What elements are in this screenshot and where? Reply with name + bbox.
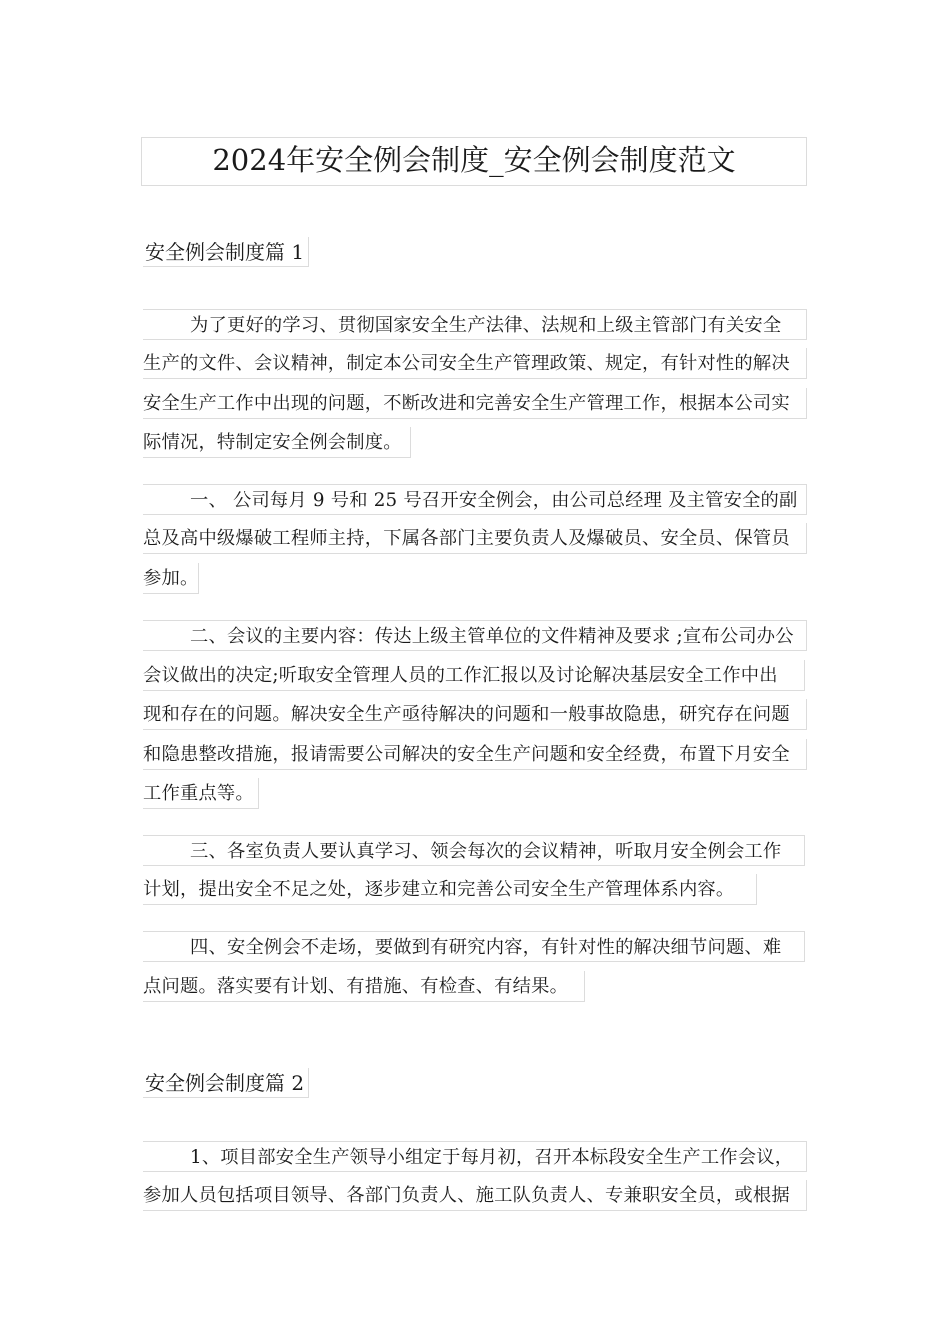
paragraph-line: 四、安全例会不走场，要做到有研究内容，有针对性的解决细节问题、难 xyxy=(143,931,805,962)
paragraph-line: 际情况，特制定安全例会制度。 xyxy=(143,427,411,458)
document-title: 2024年安全例会制度_安全例会制度范文 xyxy=(141,137,807,186)
section-heading-2: 安全例会制度篇 2 xyxy=(143,1068,309,1098)
paragraph-line: 工作重点等。 xyxy=(143,778,259,809)
paragraph-line: 安全生产工作中出现的问题，不断改进和完善安全生产管理工作，根据本公司实 xyxy=(143,388,807,419)
paragraph-line: 总及高中级爆破工程师主持，下属各部门主要负责人及爆破员、安全员、保管员 xyxy=(143,523,807,554)
paragraph-line: 为了更好的学习、贯彻国家安全生产法律、法规和上级主管部门有关安全 xyxy=(143,309,807,340)
paragraph-line: 点问题。落实要有计划、有措施、有检查、有结果。 xyxy=(143,971,585,1002)
paragraph-line: 现和存在的问题。解决安全生产亟待解决的问题和一般事故隐患，研究存在问题 xyxy=(143,699,807,730)
paragraph-line: 参加人员包括项目领导、各部门负责人、施工队负责人、专兼职安全员，或根据 xyxy=(143,1180,807,1211)
paragraph-line: 和隐患整改措施，报请需要公司解决的安全生产问题和安全经费，布置下月安全 xyxy=(143,739,807,770)
paragraph-line: 参加。 xyxy=(143,563,199,594)
paragraph-line: 会议做出的决定;听取安全管理人员的工作汇报以及讨论解决基层安全工作中出 xyxy=(143,660,805,691)
paragraph-line: 二、会议的主要内容：传达上级主管单位的文件精神及要求 ;宣布公司办公 xyxy=(143,620,807,651)
paragraph-line: 计划，提出安全不足之处，逐步建立和完善公司安全生产管理体系内容。 xyxy=(143,874,757,905)
paragraph-line: 1、项目部安全生产领导小组定于每月初，召开本标段安全生产工作会议， xyxy=(143,1141,807,1172)
section-heading-1: 安全例会制度篇 1 xyxy=(143,237,309,267)
paragraph-line: 一、 公司每月 9 号和 25 号召开安全例会，由公司总经理 及主管安全的副 xyxy=(143,484,807,515)
paragraph-line: 三、各室负责人要认真学习、领会每次的会议精神，听取月安全例会工作 xyxy=(143,835,805,866)
paragraph-line: 生产的文件、会议精神，制定本公司安全生产管理政策、规定，有针对性的解决 xyxy=(143,348,807,379)
